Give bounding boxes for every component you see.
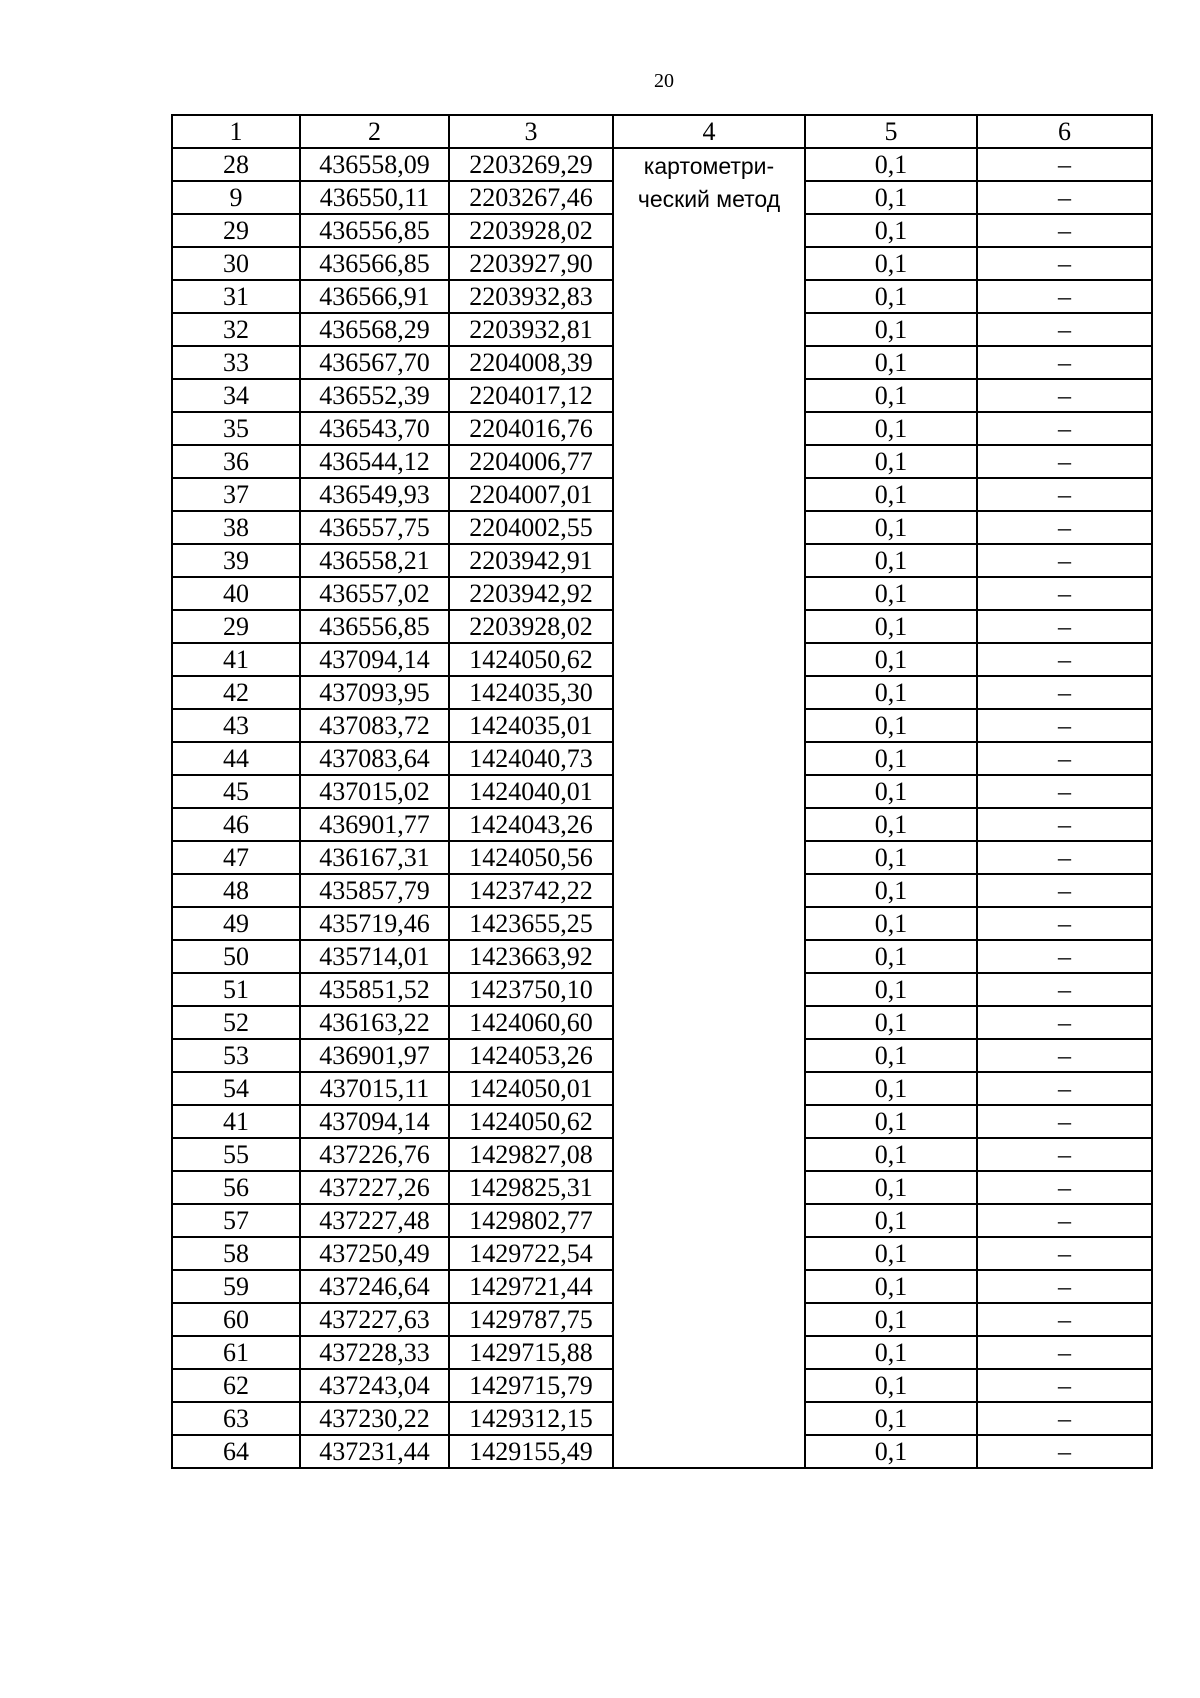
point-number-cell: 56 — [172, 1171, 300, 1204]
y-coordinate-cell: 1423750,10 — [449, 973, 613, 1006]
description-cell: – — [977, 445, 1152, 478]
accuracy-cell: 0,1 — [805, 1336, 977, 1369]
method-label-line: картометри- — [643, 153, 775, 179]
point-number-cell: 28 — [172, 148, 300, 181]
description-cell: – — [977, 808, 1152, 841]
x-coordinate-cell: 437250,49 — [300, 1237, 449, 1270]
point-number-cell: 29 — [172, 214, 300, 247]
x-coordinate-cell: 437230,22 — [300, 1402, 449, 1435]
description-cell: – — [977, 1402, 1152, 1435]
accuracy-cell: 0,1 — [805, 544, 977, 577]
description-cell: – — [977, 511, 1152, 544]
accuracy-cell: 0,1 — [805, 148, 977, 181]
x-coordinate-cell: 437015,02 — [300, 775, 449, 808]
accuracy-cell: 0,1 — [805, 775, 977, 808]
x-coordinate-cell: 436549,93 — [300, 478, 449, 511]
y-coordinate-cell: 1424060,60 — [449, 1006, 613, 1039]
description-cell: – — [977, 478, 1152, 511]
x-coordinate-cell: 437227,63 — [300, 1303, 449, 1336]
description-cell: – — [977, 148, 1152, 181]
x-coordinate-cell: 436550,11 — [300, 181, 449, 214]
point-number-cell: 57 — [172, 1204, 300, 1237]
accuracy-cell: 0,1 — [805, 1402, 977, 1435]
accuracy-cell: 0,1 — [805, 1039, 977, 1072]
accuracy-cell: 0,1 — [805, 247, 977, 280]
point-number-cell: 49 — [172, 907, 300, 940]
header-cell-3: 3 — [449, 115, 613, 148]
description-cell: – — [977, 544, 1152, 577]
point-number-cell: 39 — [172, 544, 300, 577]
x-coordinate-cell: 435851,52 — [300, 973, 449, 1006]
y-coordinate-cell: 1423655,25 — [449, 907, 613, 940]
point-number-cell: 35 — [172, 412, 300, 445]
x-coordinate-cell: 436552,39 — [300, 379, 449, 412]
accuracy-cell: 0,1 — [805, 1270, 977, 1303]
x-coordinate-cell: 437227,26 — [300, 1171, 449, 1204]
x-coordinate-cell: 436556,85 — [300, 610, 449, 643]
y-coordinate-cell: 2203928,02 — [449, 610, 613, 643]
y-coordinate-cell: 1423663,92 — [449, 940, 613, 973]
coordinates-table — [171, 114, 1153, 1469]
description-cell: – — [977, 346, 1152, 379]
point-number-cell: 9 — [172, 181, 300, 214]
y-coordinate-cell: 2203927,90 — [449, 247, 613, 280]
description-cell: – — [977, 379, 1152, 412]
description-cell: – — [977, 1138, 1152, 1171]
x-coordinate-cell: 437231,44 — [300, 1435, 449, 1468]
point-number-cell: 34 — [172, 379, 300, 412]
x-coordinate-cell: 436558,21 — [300, 544, 449, 577]
y-coordinate-cell: 1424035,30 — [449, 676, 613, 709]
accuracy-cell: 0,1 — [805, 1072, 977, 1105]
description-cell: – — [977, 1369, 1152, 1402]
y-coordinate-cell: 1424050,56 — [449, 841, 613, 874]
point-number-cell: 29 — [172, 610, 300, 643]
accuracy-cell: 0,1 — [805, 313, 977, 346]
point-number-cell: 61 — [172, 1336, 300, 1369]
x-coordinate-cell: 436567,70 — [300, 346, 449, 379]
y-coordinate-cell: 2203928,02 — [449, 214, 613, 247]
y-coordinate-cell: 1429722,54 — [449, 1237, 613, 1270]
accuracy-cell: 0,1 — [805, 214, 977, 247]
header-cell-5: 5 — [805, 115, 977, 148]
description-cell: – — [977, 214, 1152, 247]
accuracy-cell: 0,1 — [805, 478, 977, 511]
x-coordinate-cell: 436163,22 — [300, 1006, 449, 1039]
accuracy-cell: 0,1 — [805, 1171, 977, 1204]
x-coordinate-cell: 437246,64 — [300, 1270, 449, 1303]
description-cell: – — [977, 775, 1152, 808]
accuracy-cell: 0,1 — [805, 841, 977, 874]
x-coordinate-cell: 437243,04 — [300, 1369, 449, 1402]
accuracy-cell: 0,1 — [805, 907, 977, 940]
y-coordinate-cell: 2204006,77 — [449, 445, 613, 478]
y-coordinate-cell: 2203942,92 — [449, 577, 613, 610]
description-cell: – — [977, 1039, 1152, 1072]
point-number-cell: 50 — [172, 940, 300, 973]
y-coordinate-cell: 1429825,31 — [449, 1171, 613, 1204]
header-cell-4: 4 — [613, 115, 805, 148]
method-cell — [613, 148, 805, 1468]
description-cell: – — [977, 907, 1152, 940]
point-number-cell: 41 — [172, 1105, 300, 1138]
point-number-cell: 55 — [172, 1138, 300, 1171]
description-cell: – — [977, 874, 1152, 907]
description-cell: – — [977, 412, 1152, 445]
accuracy-cell: 0,1 — [805, 1303, 977, 1336]
description-cell: – — [977, 181, 1152, 214]
accuracy-cell: 0,1 — [805, 1369, 977, 1402]
point-number-cell: 36 — [172, 445, 300, 478]
y-coordinate-cell: 2204007,01 — [449, 478, 613, 511]
point-number-cell: 43 — [172, 709, 300, 742]
point-number-cell: 32 — [172, 313, 300, 346]
description-cell: – — [977, 709, 1152, 742]
accuracy-cell: 0,1 — [805, 181, 977, 214]
accuracy-cell: 0,1 — [805, 1006, 977, 1039]
description-cell: – — [977, 313, 1152, 346]
x-coordinate-cell: 437083,72 — [300, 709, 449, 742]
y-coordinate-cell: 1429827,08 — [449, 1138, 613, 1171]
point-number-cell: 33 — [172, 346, 300, 379]
accuracy-cell: 0,1 — [805, 445, 977, 478]
x-coordinate-cell: 436901,97 — [300, 1039, 449, 1072]
description-cell: – — [977, 247, 1152, 280]
header-cell-6: 6 — [977, 115, 1152, 148]
table-row — [172, 148, 1152, 181]
x-coordinate-cell: 436568,29 — [300, 313, 449, 346]
description-cell: – — [977, 940, 1152, 973]
point-number-cell: 51 — [172, 973, 300, 1006]
description-cell: – — [977, 1435, 1152, 1468]
y-coordinate-cell: 2203269,29 — [449, 148, 613, 181]
y-coordinate-cell: 1429802,77 — [449, 1204, 613, 1237]
description-cell: – — [977, 676, 1152, 709]
description-cell: – — [977, 1072, 1152, 1105]
accuracy-cell: 0,1 — [805, 1105, 977, 1138]
y-coordinate-cell: 2204016,76 — [449, 412, 613, 445]
description-cell: – — [977, 742, 1152, 775]
x-coordinate-cell: 437083,64 — [300, 742, 449, 775]
x-coordinate-cell: 437094,14 — [300, 643, 449, 676]
description-cell: – — [977, 610, 1152, 643]
y-coordinate-cell: 1429312,15 — [449, 1402, 613, 1435]
accuracy-cell: 0,1 — [805, 379, 977, 412]
x-coordinate-cell: 437094,14 — [300, 1105, 449, 1138]
description-cell: – — [977, 643, 1152, 676]
y-coordinate-cell: 1429155,49 — [449, 1435, 613, 1468]
point-number-cell: 38 — [172, 511, 300, 544]
accuracy-cell: 0,1 — [805, 973, 977, 1006]
y-coordinate-cell: 1424040,01 — [449, 775, 613, 808]
y-coordinate-cell: 2204017,12 — [449, 379, 613, 412]
y-coordinate-cell: 1429715,79 — [449, 1369, 613, 1402]
point-number-cell: 62 — [172, 1369, 300, 1402]
table-body — [172, 115, 1152, 1468]
accuracy-cell: 0,1 — [805, 1204, 977, 1237]
header-cell-2: 2 — [300, 115, 449, 148]
point-number-cell: 42 — [172, 676, 300, 709]
x-coordinate-cell: 437227,48 — [300, 1204, 449, 1237]
accuracy-cell: 0,1 — [805, 1237, 977, 1270]
description-cell: – — [977, 1270, 1152, 1303]
description-cell: – — [977, 1105, 1152, 1138]
y-coordinate-cell: 1429787,75 — [449, 1303, 613, 1336]
point-number-cell: 31 — [172, 280, 300, 313]
accuracy-cell: 0,1 — [805, 577, 977, 610]
point-number-cell: 40 — [172, 577, 300, 610]
x-coordinate-cell: 436544,12 — [300, 445, 449, 478]
y-coordinate-cell: 1424050,01 — [449, 1072, 613, 1105]
point-number-cell: 53 — [172, 1039, 300, 1072]
y-coordinate-cell: 2203267,46 — [449, 181, 613, 214]
description-cell: – — [977, 841, 1152, 874]
point-number-cell: 59 — [172, 1270, 300, 1303]
accuracy-cell: 0,1 — [805, 808, 977, 841]
y-coordinate-cell: 1423742,22 — [449, 874, 613, 907]
x-coordinate-cell: 436901,77 — [300, 808, 449, 841]
accuracy-cell: 0,1 — [805, 643, 977, 676]
x-coordinate-cell: 436558,09 — [300, 148, 449, 181]
accuracy-cell: 0,1 — [805, 874, 977, 907]
accuracy-cell: 0,1 — [805, 346, 977, 379]
y-coordinate-cell: 1429715,88 — [449, 1336, 613, 1369]
y-coordinate-cell: 1424050,62 — [449, 643, 613, 676]
accuracy-cell: 0,1 — [805, 940, 977, 973]
y-coordinate-cell: 2204008,39 — [449, 346, 613, 379]
description-cell: – — [977, 973, 1152, 1006]
y-coordinate-cell: 2203932,83 — [449, 280, 613, 313]
point-number-cell: 52 — [172, 1006, 300, 1039]
method-label-line: ческий метод — [637, 186, 781, 212]
x-coordinate-cell: 437226,76 — [300, 1138, 449, 1171]
point-number-cell: 44 — [172, 742, 300, 775]
point-number-cell: 41 — [172, 643, 300, 676]
description-cell: – — [977, 1204, 1152, 1237]
x-coordinate-cell: 435714,01 — [300, 940, 449, 973]
y-coordinate-cell: 1424043,26 — [449, 808, 613, 841]
x-coordinate-cell: 437093,95 — [300, 676, 449, 709]
point-number-cell: 45 — [172, 775, 300, 808]
x-coordinate-cell: 435857,79 — [300, 874, 449, 907]
description-cell: – — [977, 1303, 1152, 1336]
point-number-cell: 46 — [172, 808, 300, 841]
y-coordinate-cell: 2203942,91 — [449, 544, 613, 577]
y-coordinate-cell: 1429721,44 — [449, 1270, 613, 1303]
accuracy-cell: 0,1 — [805, 610, 977, 643]
accuracy-cell: 0,1 — [805, 742, 977, 775]
page-number: 20 — [654, 70, 674, 92]
point-number-cell: 58 — [172, 1237, 300, 1270]
x-coordinate-cell: 436543,70 — [300, 412, 449, 445]
x-coordinate-cell: 436557,75 — [300, 511, 449, 544]
point-number-cell: 47 — [172, 841, 300, 874]
x-coordinate-cell: 436556,85 — [300, 214, 449, 247]
description-cell: – — [977, 280, 1152, 313]
accuracy-cell: 0,1 — [805, 511, 977, 544]
header-row — [172, 115, 1152, 148]
point-number-cell: 48 — [172, 874, 300, 907]
point-number-cell: 60 — [172, 1303, 300, 1336]
point-number-cell: 30 — [172, 247, 300, 280]
x-coordinate-cell: 437228,33 — [300, 1336, 449, 1369]
point-number-cell: 54 — [172, 1072, 300, 1105]
y-coordinate-cell: 1424040,73 — [449, 742, 613, 775]
description-cell: – — [977, 577, 1152, 610]
description-cell: – — [977, 1237, 1152, 1270]
accuracy-cell: 0,1 — [805, 280, 977, 313]
description-cell: – — [977, 1336, 1152, 1369]
description-cell: – — [977, 1006, 1152, 1039]
y-coordinate-cell: 2203932,81 — [449, 313, 613, 346]
header-cell-1: 1 — [172, 115, 300, 148]
accuracy-cell: 0,1 — [805, 709, 977, 742]
y-coordinate-cell: 1424035,01 — [449, 709, 613, 742]
y-coordinate-cell: 1424050,62 — [449, 1105, 613, 1138]
x-coordinate-cell: 436566,91 — [300, 280, 449, 313]
point-number-cell: 63 — [172, 1402, 300, 1435]
description-cell: – — [977, 1171, 1152, 1204]
point-number-cell: 37 — [172, 478, 300, 511]
accuracy-cell: 0,1 — [805, 676, 977, 709]
x-coordinate-cell: 435719,46 — [300, 907, 449, 940]
accuracy-cell: 0,1 — [805, 412, 977, 445]
accuracy-cell: 0,1 — [805, 1435, 977, 1468]
x-coordinate-cell: 436167,31 — [300, 841, 449, 874]
y-coordinate-cell: 1424053,26 — [449, 1039, 613, 1072]
y-coordinate-cell: 2204002,55 — [449, 511, 613, 544]
x-coordinate-cell: 436557,02 — [300, 577, 449, 610]
point-number-cell: 64 — [172, 1435, 300, 1468]
x-coordinate-cell: 437015,11 — [300, 1072, 449, 1105]
accuracy-cell: 0,1 — [805, 1138, 977, 1171]
x-coordinate-cell: 436566,85 — [300, 247, 449, 280]
